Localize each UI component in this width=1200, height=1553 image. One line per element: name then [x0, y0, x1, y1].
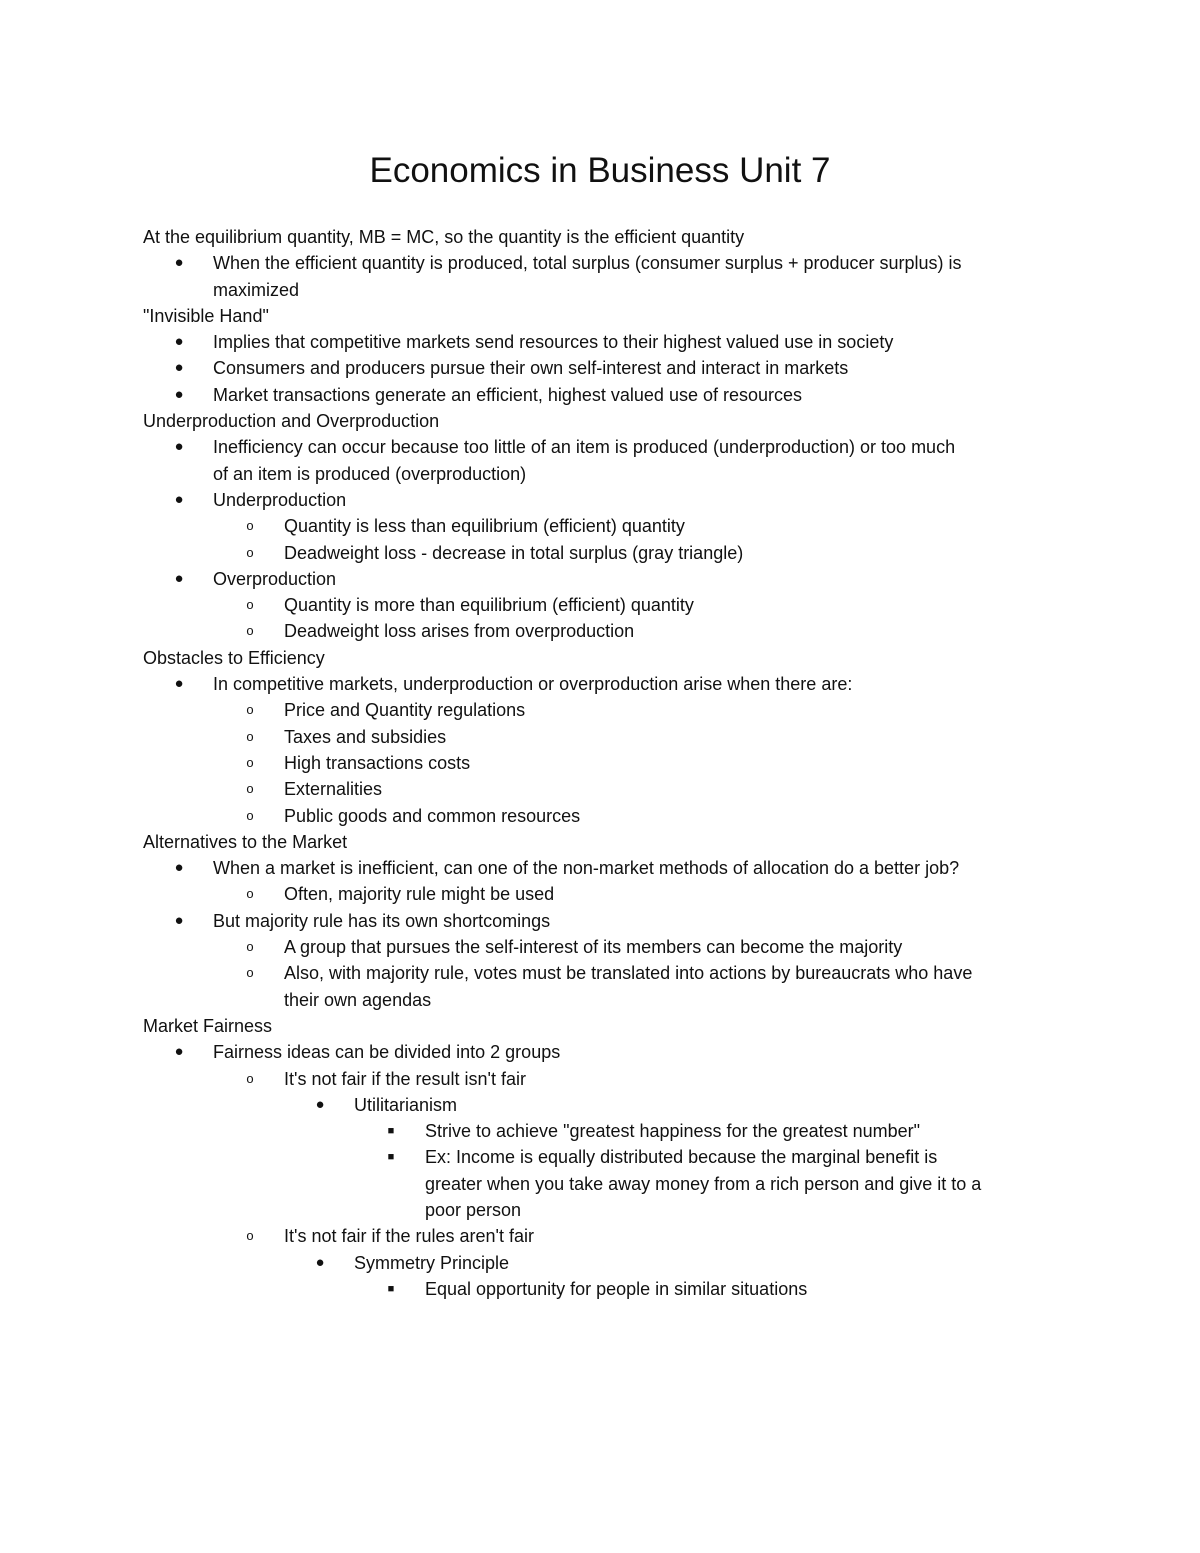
list-item [143, 513, 1063, 539]
bullet-circle-icon: o [246, 754, 254, 770]
bullet-disc-icon: ● [174, 333, 184, 351]
list-item-continuation [143, 1197, 1063, 1223]
line-text: their own agendas [284, 989, 432, 1010]
line-text: At the equilibrium quantity, MB = MC, so the quantity is the efficient quantity [143, 227, 745, 247]
list-item [143, 540, 1063, 566]
list-item [143, 1250, 1063, 1276]
list-item [143, 671, 1063, 697]
bullet-disc-icon: ● [174, 359, 184, 377]
line-text: Utilitarianism [354, 1094, 458, 1115]
list-item [143, 934, 1063, 960]
bullet-circle-icon: o [246, 728, 254, 744]
line-text: Strive to achieve "greatest happiness for the greatest number" [425, 1121, 921, 1142]
list-item [143, 803, 1063, 829]
line-text: Underproduction [213, 489, 347, 510]
line-text: maximized [213, 279, 300, 300]
bullet-disc-icon: ● [315, 1095, 325, 1113]
bullet-square-icon: ■ [387, 1125, 395, 1138]
section-heading [143, 1013, 1063, 1039]
section-heading [143, 224, 1063, 250]
line-text: When a market is inefficient, can one of the non-market methods of allocation do a better job? [213, 858, 960, 879]
line-text: Overproduction [213, 568, 337, 589]
line-text: Deadweight loss - decrease in total surplus (gray triangle) [284, 542, 744, 563]
line-text: of an item is produced (overproduction) [213, 463, 527, 484]
line-text: Public goods and common resources [284, 805, 581, 826]
page-title: Economics in Business Unit 7 [369, 151, 831, 190]
bullet-square-icon: ■ [387, 1151, 395, 1164]
bullet-circle-icon: o [246, 518, 254, 534]
list-item [143, 881, 1063, 907]
line-text: Fairness ideas can be divided into 2 groups [213, 1042, 561, 1063]
list-item-continuation [143, 277, 1063, 303]
section-heading [143, 408, 1063, 434]
bullet-circle-icon: o [246, 544, 254, 560]
bullet-disc-icon: ● [174, 1043, 184, 1061]
line-text: Externalities [284, 779, 383, 800]
bullet-disc-icon: ● [174, 438, 184, 456]
line-text: Alternatives to the Market [143, 831, 348, 852]
section-heading [143, 303, 1063, 329]
line-text: Symmetry Principle [354, 1252, 510, 1273]
line-text: greater when you take away money from a rich person and give it to a [425, 1173, 982, 1194]
bullet-circle-icon: o [246, 886, 254, 902]
line-text: Consumers and producers pursue their own self-interest and interact in markets [213, 358, 849, 379]
bullet-circle-icon: o [246, 597, 254, 613]
line-text: Equal opportunity for people in similar situations [425, 1278, 808, 1299]
section-heading [143, 829, 1063, 855]
list-item [143, 1223, 1063, 1249]
bullet-circle-icon: o [246, 1228, 254, 1244]
bullet-circle-icon: o [246, 939, 254, 955]
line-text: High transactions costs [284, 752, 471, 773]
line-text: "Invisible Hand" [143, 305, 269, 326]
bullet-circle-icon: o [246, 965, 254, 981]
section-heading [143, 645, 1063, 671]
list-item [143, 855, 1063, 881]
line-text: Taxes and subsidies [284, 726, 447, 747]
list-item [143, 250, 1063, 276]
bullet-disc-icon: ● [174, 675, 184, 693]
bullet-disc-icon: ● [174, 385, 184, 403]
list-item [143, 434, 1063, 460]
bullet-disc-icon: ● [315, 1253, 325, 1271]
line-text: poor person [425, 1199, 522, 1220]
list-item [143, 1066, 1063, 1092]
list-item [143, 592, 1063, 618]
list-item [143, 355, 1063, 381]
bullet-disc-icon: ● [174, 254, 184, 272]
list-item [143, 329, 1063, 355]
list-item [143, 776, 1063, 802]
line-text: Ex: Income is equally distributed because the marginal benefit is [425, 1147, 938, 1168]
line-text: Price and Quantity regulations [284, 700, 526, 721]
bullet-disc-icon: ● [174, 569, 184, 587]
line-text: But majority rule has its own shortcomings [213, 910, 551, 931]
list-item [143, 960, 1063, 986]
list-item-continuation [143, 987, 1063, 1013]
line-text: It's not fair if the result isn't fair [284, 1068, 526, 1089]
list-item-continuation [143, 461, 1063, 487]
list-item [143, 697, 1063, 723]
list-item [143, 1092, 1063, 1118]
line-text: Obstacles to Efficiency [143, 647, 325, 668]
list-item-continuation [143, 1171, 1063, 1197]
line-text: Quantity is less than equilibrium (efficient) quantity [284, 516, 685, 537]
bullet-circle-icon: o [246, 807, 254, 823]
bullet-square-icon: ■ [387, 1282, 395, 1295]
bullet-circle-icon: o [246, 781, 254, 797]
list-item [143, 566, 1063, 592]
line-text: When the efficient quantity is produced, total surplus (consumer surplus + producer surplus) is [213, 253, 962, 274]
list-item [143, 908, 1063, 934]
bullet-disc-icon: ● [174, 859, 184, 877]
line-text: It's not fair if the rules aren't fair [284, 1226, 534, 1247]
line-text: Market Fairness [143, 1015, 273, 1036]
line-text: Deadweight loss arises from overproduction [284, 621, 635, 642]
line-text: Market transactions generate an efficient, highest valued use of resources [213, 384, 803, 405]
bullet-disc-icon: ● [174, 911, 184, 929]
bullet-circle-icon: o [246, 702, 254, 718]
list-item [143, 618, 1063, 644]
line-text: Underproduction and Overproduction [143, 411, 440, 432]
bullet-circle-icon: o [246, 623, 254, 639]
list-item [143, 750, 1063, 776]
bullet-circle-icon: o [246, 1070, 254, 1086]
line-text: Inefficiency can occur because too little of an item is produced (underproduction) or too much [213, 437, 956, 458]
list-item [143, 724, 1063, 750]
list-item [143, 1276, 1063, 1302]
outline-list [143, 224, 1063, 1302]
line-text: In competitive markets, underproduction or overproduction arise when there are: [213, 674, 853, 695]
line-text: Often, majority rule might be used [284, 884, 555, 905]
line-text: Implies that competitive markets send resources to their highest valued use in society [213, 332, 894, 353]
list-item [143, 487, 1063, 513]
list-item [143, 1118, 1063, 1144]
line-text: A group that pursues the self-interest of its members can become the majority [284, 937, 903, 958]
bullet-disc-icon: ● [174, 490, 184, 508]
line-text: Quantity is more than equilibrium (efficient) quantity [284, 595, 694, 616]
line-text: Also, with majority rule, votes must be translated into actions by bureaucrats who have [284, 963, 973, 984]
list-item [143, 382, 1063, 408]
list-item [143, 1144, 1063, 1170]
list-item [143, 1039, 1063, 1065]
